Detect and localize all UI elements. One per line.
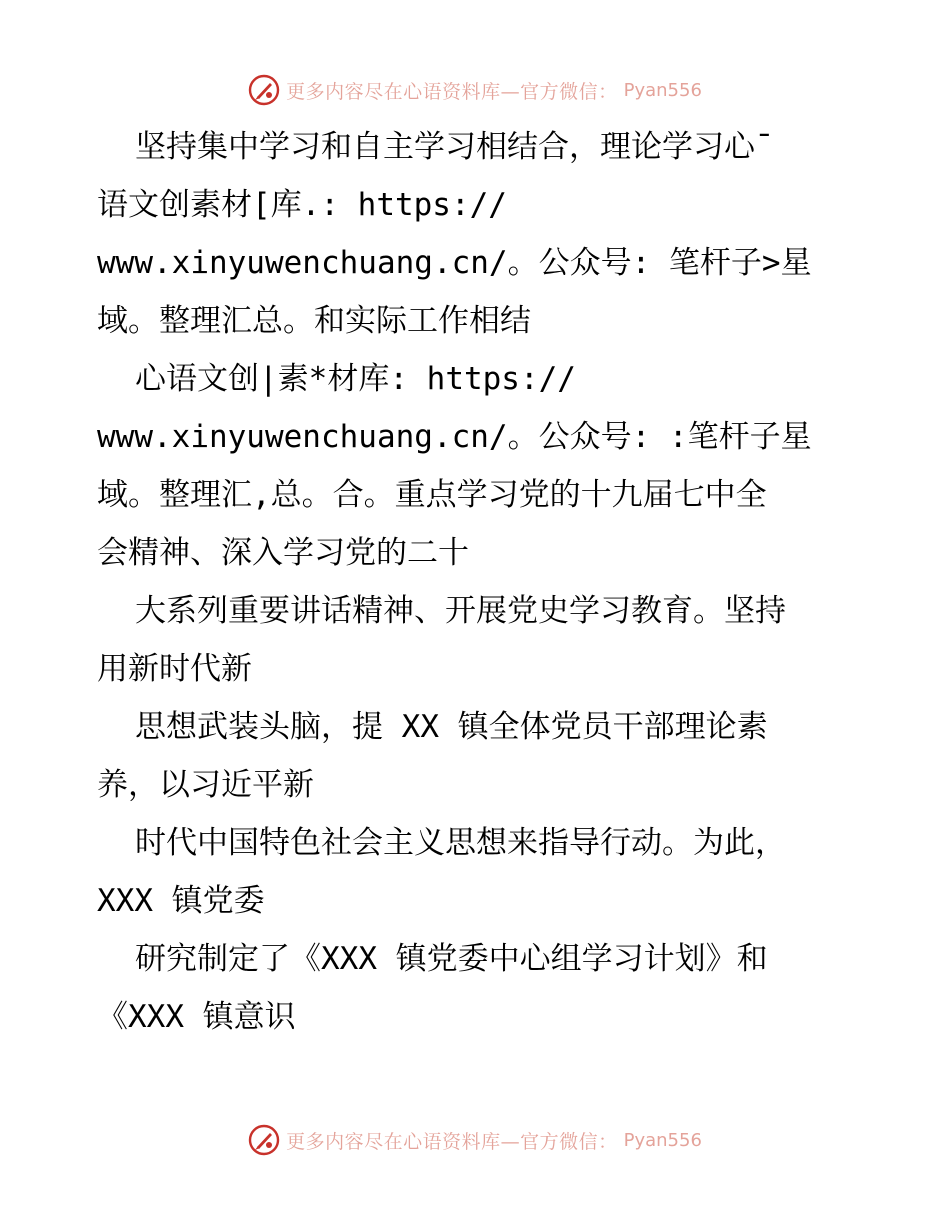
text-line: 时代中国特色社会主义思想来指导行动。为此， [135,825,786,861]
footer-watermark-handle: Pyan556 [623,1129,702,1151]
text-line: 《XXX 镇意识 [97,999,296,1035]
text-line: 会精神、深入学习党的二十 [97,535,469,571]
text-line: 域。整理汇总。和实际工作相结 [97,303,531,339]
header-watermark-text: 更多内容尽在心语资料库—官方微信： [286,80,618,103]
text-line: www.xinyuwenchuang.cn/。公众号: 笔杆子>星 [97,245,812,281]
red-quill-logo-icon [248,74,280,106]
text-line: www.xinyuwenchuang.cn/。公众号: :笔杆子星 [97,419,812,455]
footer-watermark-banner [0,1120,950,1160]
text-line: 研究制定了《XXX 镇党委中心组学习计划》和 [135,941,768,977]
text-line: 思想武装头脑，提 XX 镇全体党员干部理论素 [135,709,768,745]
text-line: XXX 镇党委 [97,883,265,919]
footer-watermark-text: 更多内容尽在心语资料库—官方微信： [286,1130,618,1153]
text-line: 坚持集中学习和自主学习相结合，理论学习心¯ [135,129,774,165]
red-quill-logo-icon [248,1124,280,1156]
text-line: 心语文创|素*材库: https:// [135,361,576,397]
header-watermark-handle: Pyan556 [623,79,702,101]
text-line: 语文创素材[库.: https:// [97,187,507,223]
text-line: 用新时代新 [97,651,252,687]
header-watermark-banner [0,70,950,110]
text-line: 养，以习近平新 [97,767,314,803]
text-line: 大系列重要讲话精神、开展党史学习教育。坚持 [135,593,786,629]
text-line: 域。整理汇,总。合。重点学习党的十九届七中全 [97,477,767,513]
document-body [97,118,857,1046]
